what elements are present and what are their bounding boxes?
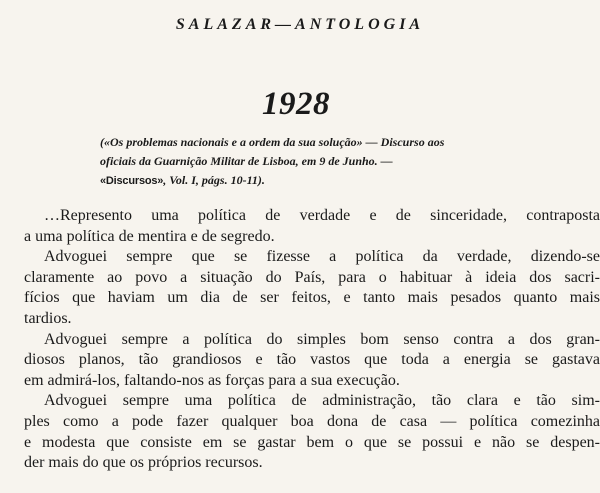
paragraph: [24, 330, 600, 392]
citation-book-title: «Discursos»: [100, 175, 164, 187]
paragraph: [24, 247, 600, 329]
text-line: Advoguei sempre que se fizesse a política da verdade, dizendo-se: [44, 248, 600, 266]
citation-volume-pages: , Vol. I, págs. 10-11).: [163, 173, 265, 187]
text-line: fícios que haviam um dia de ser feitos, e tanto mais pesados quanto mais: [24, 289, 600, 307]
text-line: Advoguei sempre uma política de administração, tão clara e tão sim-: [44, 392, 600, 410]
text-line: der mais do que os próprios recursos.: [24, 454, 263, 472]
citation-line-3: [100, 171, 600, 191]
text-line: Advoguei sempre a política do simples bom senso contra a dos gran-: [44, 330, 600, 348]
paragraph: [24, 391, 600, 473]
body-text: [24, 206, 600, 474]
text-line: …Represento uma política de verdade e de sinceridade, contraposta: [44, 207, 600, 224]
section-year-heading: 1928: [262, 86, 330, 122]
running-head: SALAZAR—ANTOLOGIA: [175, 16, 425, 33]
text-line: em admirá-los, faltando-nos as forças para a sua execução.: [24, 371, 400, 389]
source-citation: [100, 133, 600, 191]
text-line: ples como a pode fazer qualquer boa dona de casa — política comezinha: [24, 412, 600, 430]
text-line: diosos planos, tão grandiosos e tão vastos que toda a energia se gastava: [24, 351, 600, 369]
text-line: a uma política de mentira e de segredo.: [24, 227, 275, 245]
text-line: claramente ao povo a situação do País, para o habituar à ideia dos sacri-: [24, 268, 600, 286]
text-line: tardios.: [24, 309, 72, 327]
citation-line-2: oficiais da Guarnição Militar de Lisboa, em 9 de Junho. —: [100, 154, 393, 168]
citation-line-1: («Os problemas nacionais e a ordem da sua solução» — Discurso aos: [100, 135, 445, 149]
text-line: e modesta que consiste em se gastar bem o que se possui e não se despen-: [24, 433, 600, 451]
paragraph: [24, 206, 600, 247]
